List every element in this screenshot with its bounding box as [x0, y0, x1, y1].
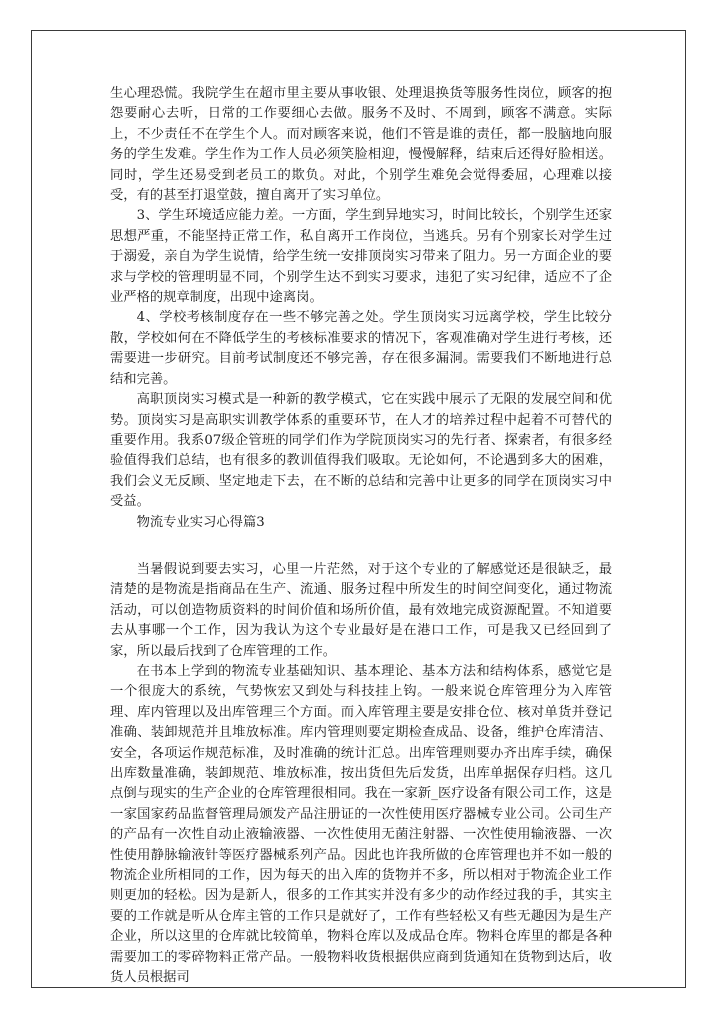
- section-paragraph-warehouse: 在书本上学到的物流专业基础知识、基本理论、基本方法和结构体系，感觉它是一个很庞大的系统，气势恢宏又到处与科技挂上钩。一般来说仓库管理分为入库管理、库内管理以及出库管理三个方面。而入库管理主要是安排仓位、核对单货并登记准确、装卸规范并且堆放标准。库内管理则要定期检查成品、设备，维护仓库清洁、安全，各项运作规范标准，及时准确的统计汇总。出库管理则要办齐出库手续，确保出库数量准确，装卸规范、堆放标准，按出货但先后发货，出库单据保存归档。这几点倒与现实的生产企业的仓库管理很相同。我在一家新_医疗设备有限公司工作，这是一家国家药品监督管理局颁发产品注册证的一次性使用医疗器械专业公司。公司生产的产品有一次性自动止液输液器、一次性使用无菌注射器、一次性使用输液器、一次性使用静脉输液针等医疗器械系列产品。因此也许我所做的仓库管理也并不如一般的物流企业所相同的工作，因为每天的出入库的货物并不多，所以相对于物流企业工作则更加的轻松。因为是新人，很多的工作其实并没有多少的动作经过我的手，其实主要的工作就是听从仓库主管的工作只是就好了，工作有些轻松又有些无趣因为是生产企业，所以这里的仓库就比较简单，物料仓库以及成品仓库。物料仓库里的都是各种需要加工的零碎物料正常产品。一般物料收货根据供应商到货通知在货物到达后，收货人员根据司: [110, 663, 612, 986]
- paragraph-conclusion: 高职顶岗实习模式是一种新的教学模式，它在实践中展示了无限的发展空间和优势。顶岗实习是高职实训教学体系的重要环节，在人才的培养过程中起着不可替代的重要作用。我系07级企管班的同学们作为学院顶岗实习的先行者、探索者，有很多经验值得我们总结，也有很多的教训值得我们吸取。无论如何，不论遇到多大的困难，我们会义无反顾、坚定地走下去，在不断的总结和完善中让更多的同学在顶岗实习中受益。: [110, 392, 612, 510]
- paragraph-item-4: 4、学校考核制度存在一些不够完善之处。学生顶岗实习远离学校，学生比较分散，学校如何在不降低学生的考核标准要求的情况下，客观准确对学生进行考核，还需要进一步研究。目前考试制度还不够完善，存在很多漏洞。需要我们不断地进行总结和完善。: [110, 310, 612, 387]
- section-paragraph-intro: 当暑假说到要去实习，心里一片茫然，对于这个专业的了解感觉还是很缺乏，最清楚的是物流是指商品在生产、流通、服务过程中所发生的时间空间变化，通过物流活动，可以创造物质资料的时间价值和场所价值，最有效地完成资源配置。不知道要去从事哪一个工作，因为我认为这个专业最好是在港口工作，可是我又已经回到了家，所以最后找到了仓库管理的工作。: [110, 561, 612, 659]
- document-body: [110, 84, 612, 988]
- paragraph-item-3: 3、学生环境适应能力差。一方面，学生到异地实习，时间比较长，个别学生还家思想严重，不能坚持正常工作，私自离开工作岗位，当逃兵。另有个别家长对学生过于溺爱，亲自为学生说情，给学生统一安排顶岗实习带来了阻力。另一方面企业的要求与学校的管理明显不同，个别学生达不到实习要求，违犯了实习纪律，适应不了企业严格的规章制度，出现中途离岗。: [110, 208, 612, 306]
- paragraph-continuation: 生心理恐慌。我院学生在超市里主要从事收银、处理退换货等服务性岗位，顾客的抱怨要耐心去听，日常的工作要细心去做。服务不及时、不周到，顾客不满意。实际上，不少责任不在学生个人。而对顾客来说，他们不管是谁的责任，都一股脑地向服务的学生发难。学生作为工作人员必须笑脸相迎，慢慢解释，结束后还得好脸相送。同时，学生还易受到老员工的欺负。对此，个别学生难免会觉得委屈，心理难以接受，有的甚至打退堂鼓，擅自离开了实习单位。: [110, 86, 612, 204]
- section-title: 物流专业实习心得篇3: [136, 514, 265, 530]
- section-spacer: [110, 533, 612, 560]
